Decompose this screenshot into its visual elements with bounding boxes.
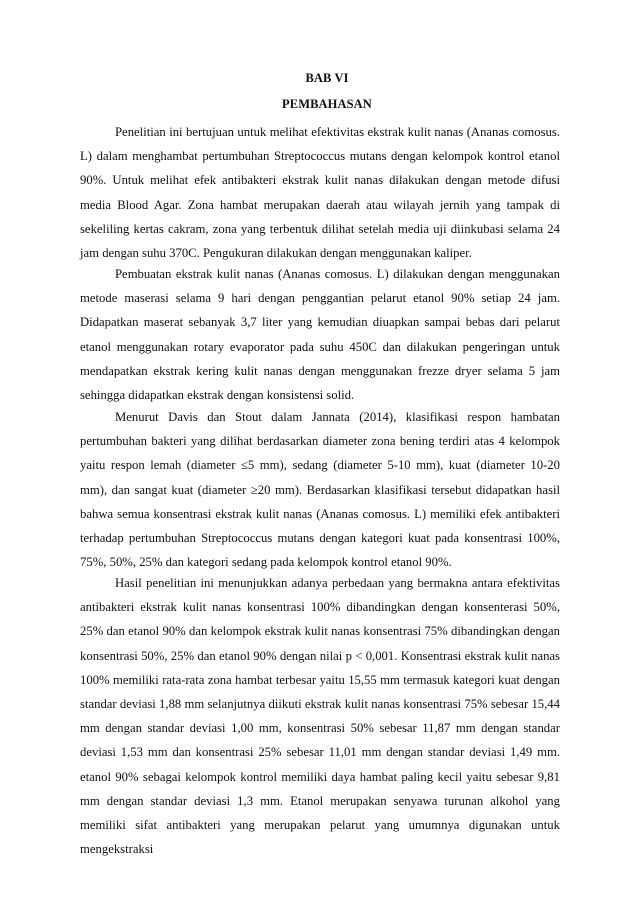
paragraph-3: Menurut Davis dan Stout dalam Jannata (2014), klasifikasi respon hambatan pertumbuhan bakteri yang dilihat berdasarkan diameter zona bening terdiri atas 4 kelompok yaitu respon lemah (diameter ≤5 mm), sedang (diameter 5-10 mm), kuat (diameter 10-20 mm), dan sangat kuat (diameter ≥20 mm). Berdasarkan klasifikasi tersebut didapatkan hasil bahwa semua konsentrasi ekstrak kulit nanas (Ananas comosus. L) memiliki efek antibakteri terhadap pertumbuhan Streptococcus mutans dengan kategori kuat pada konsentrasi 100%, 75%, 50%, 25% dan kategori sedang pada kelompok kontrol etanol 90%. [80,410,560,570]
chapter-number: BAB VI [305,71,349,85]
chapter-title: PEMBAHASAN [282,97,372,111]
paragraph-4: Hasil penelitian ini menunjukkan adanya perbedaan yang bermakna antara efektivitas antibakteri ekstrak kulit nanas konsentrasi 100% dibandingkan dengan konsenterasi 50%, 25% dan etanol 90% dan kelompok ekstrak kulit nanas konsentrasi 75% dibandingkan dengan konsentrasi 50%, 25% dan etanol 90% dengan nilai p < 0,001. Konsentrasi ekstrak kulit nanas 100% memiliki rata-rata zona hambat terbesar yaitu 15,55 mm termasuk kategori kuat dengan standar deviasi 1,88 mm selanjutnya diikuti ekstrak kulit nanas konsentrasi 75% sebesar 15,44 mm dengan standar deviasi 1,00 mm, konsentrasi 50% sebesar 11,87 mm dengan standar deviasi 1,53 mm dan konsentrasi 25% sebesar 11,01 mm dengan standar deviasi 1,49 mm. etanol 90% sebagai kelompok kontrol memiliki daya hambat paling kecil yaitu sebesar 9,81 mm dengan standar deviasi 1,3 mm. Etanol merupakan senyawa turunan alkohol yang memiliki sifat antibakteri yang merupakan pelarut yang umumnya digunakan untuk mengekstraksi [80,576,560,857]
paragraph-2: Pembuatan ekstrak kulit nanas (Ananas comosus. L) dilakukan dengan menggunakan metode maserasi selama 9 hari dengan penggantian pelarut etanol 90% setiap 24 jam. Didapatkan maserat sebanyak 3,7 liter yang kemudian diuapkan sampai bebas dari pelarut etanol menggunakan rotary evaporator pada suhu 450C dan dilakukan pengeringan untuk mendapatkan ekstrak kering kulit nanas dengan menggunakan frezze dryer selama 5 jam sehingga didapatkan ekstrak dengan konsistensi solid. [80,267,560,403]
paragraph-1: Penelitian ini bertujuan untuk melihat efektivitas ekstrak kulit nanas (Ananas comosus. L) dalam menghambat pertumbuhan Streptococcus mutans dengan kelompok kontrol etanol 90%. Untuk melihat efek antibakteri ekstrak kulit nanas dilakukan dengan metode difusi media Blood Agar. Zona hambat merupakan daerah atau wilayah jernih yang tampak di sekeliling kertas cakram, zona yang terbentuk dilihat setelah media uji diinkubasi selama 24 jam dengan suhu 370C. Pengukuran dilakukan dengan menggunakan kaliper. [80,125,560,261]
